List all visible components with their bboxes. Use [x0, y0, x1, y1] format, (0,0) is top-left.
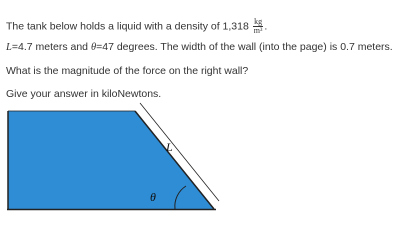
density-unit-denominator: m³ — [253, 26, 263, 35]
question-text: What is the magnitude of the force on the right wall? — [6, 65, 249, 77]
density-statement: The tank below holds a liquid with a density of 1,318 — [6, 20, 249, 33]
angle-width-statement: =47 degrees. The width of the wall (into the page) is 0.7 meters. — [96, 41, 393, 53]
theta-symbol: θ — [90, 42, 97, 53]
length-label: L — [166, 140, 173, 154]
length-symbol: L — [6, 42, 12, 53]
angle-label: θ — [150, 190, 156, 204]
density-period: . — [264, 20, 268, 33]
length-statement: =4.7 meters and — [11, 41, 89, 53]
density-unit-numerator: kg — [254, 17, 263, 26]
liquid-body — [8, 111, 214, 209]
instruction-text: Give your answer in kiloNewtons. — [6, 88, 162, 100]
